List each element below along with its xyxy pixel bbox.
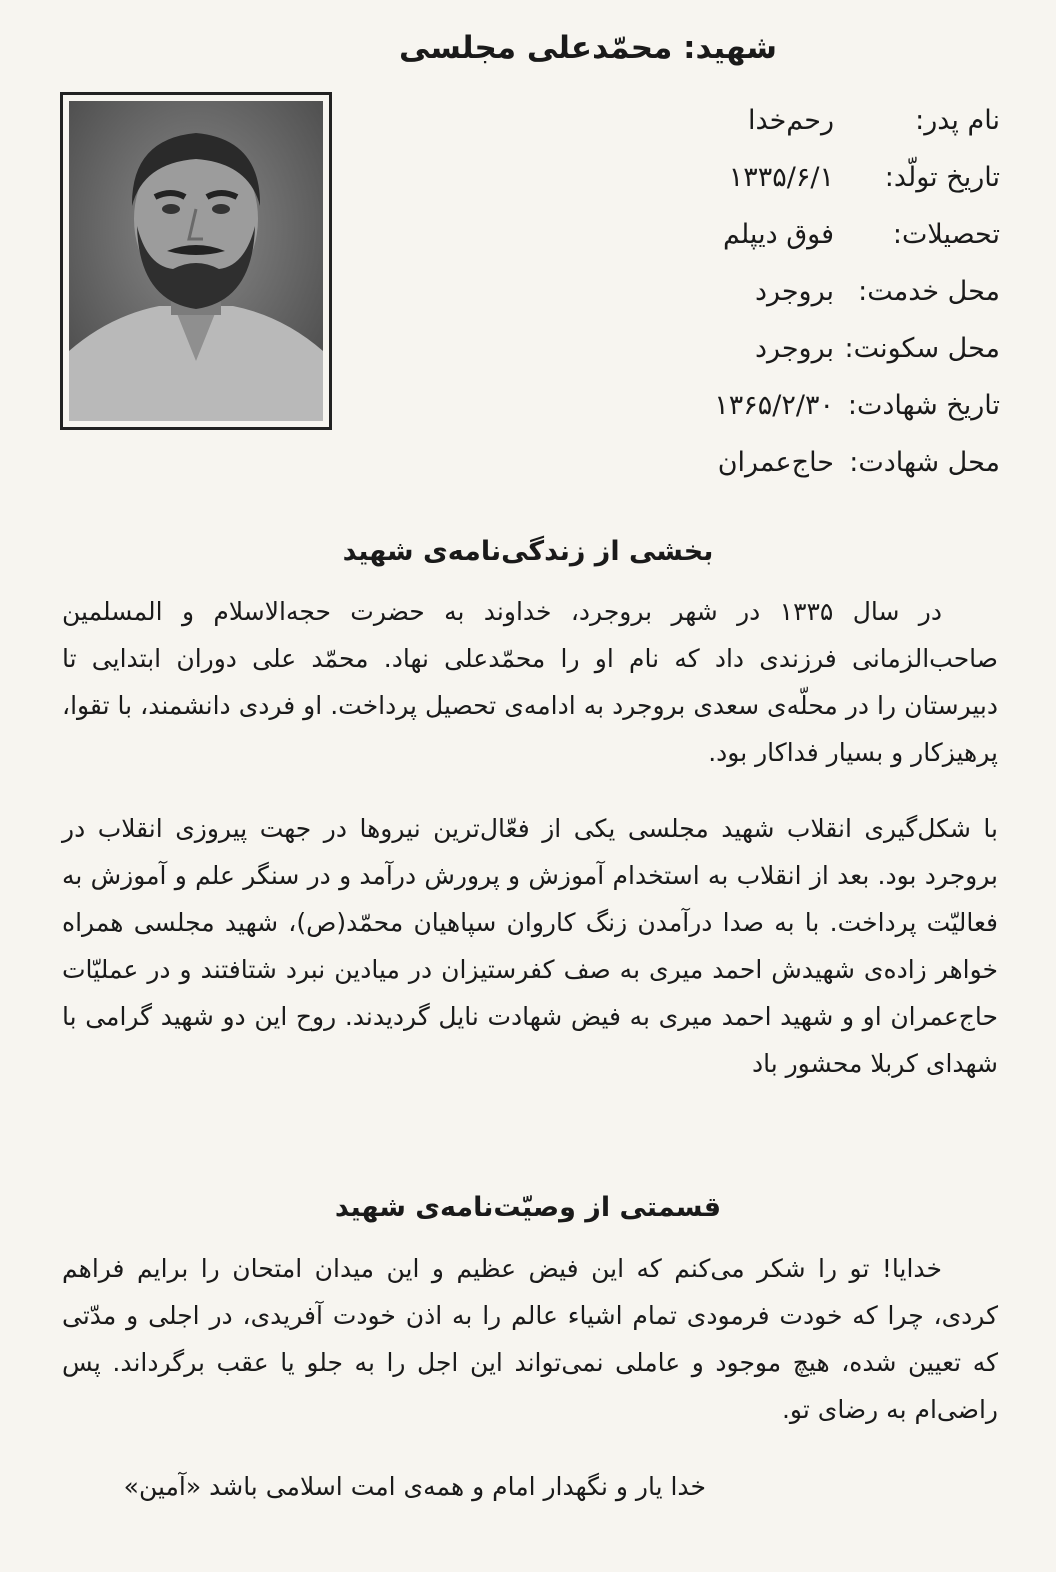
biography-paragraph-2: با شکل‌گیری انقلاب شهید مجلسی یکی از فعّال‌ترین نیروها در جهت پیروزی انقلاب در بروجرد بود. بعد از انقلاب به استخدام آموزش و پرورش درآمد و در سنگر علم و آموزش به فعالیّت پرداخت. با به صدا درآمدن زنگ کاروان سپاهیان محمّد(ص)، شهید مجلسی همراه خواهر زاده‌ی شهیدش احمد میری به صف کفرستیزان در میادین نبرد شتافتند و در عملیّات حاج‌عمران او و شهید احمد میری به فیض شهادت نایل گردیدند. روح این دو شهید گرامی با شهدای کربلا محشور باد [62,814,998,1078]
info-row-education [620,206,1000,263]
info-label: تاریخ تولّد: [884,162,1000,193]
info-value: رحم‌خدا [747,105,834,136]
will-heading [0,1192,1056,1223]
info-row-residence [620,320,1000,377]
info-row-martyrdom-place [620,434,1000,491]
info-row-service-place [620,263,1000,320]
info-value: ۱۳۶۵/۲/۳۰ [714,390,834,421]
info-value: فوق دیپلم [723,219,834,250]
info-row-father [620,92,1000,149]
info-label: محل خدمت: [858,276,1000,307]
will-heading-text: قسمتی از وصیّت‌نامه‌ی شهید [334,1192,722,1223]
info-label: محل شهادت: [849,447,1000,478]
biography-heading [0,536,1056,567]
info-value: بروجرد [754,333,834,364]
will-closing: خدا یار و نگهدار امام و همه‌ی امت اسلامی باشد «آمین» [123,1472,706,1501]
martyr-name-title: شهید: محمّدعلی مجلسی [398,30,777,66]
page-title [0,30,1056,66]
portrait-photo [69,101,323,421]
biography-heading-text: بخشی از زندگی‌نامه‌ی شهید [342,536,714,567]
info-label: تاریخ شهادت: [847,390,1000,421]
personal-info-list [620,92,1000,491]
info-value: بروجرد [754,276,834,307]
portrait-frame [60,92,332,430]
biography-paragraph-1: در سال ۱۳۳۵ در شهر بروجرد، خداوند به حضرت حجه‌الاسلام و المسلمین صاحب‌الزمانی فرزندی داد که نام او را محمّدعلی نهاد. محمّد علی دوران ابتدایی تا دبیرستان را در محلّه‌ی سعدی بروجرد به ادامه‌ی تحصیل پرداخت. او فردی دانشمند، با تقوا، پرهیزکار و بسیار فداکار بود. [62,597,998,767]
info-row-birth-date [620,149,1000,206]
info-value: حاج‌عمران [717,447,834,478]
info-label: تحصیلات: [892,219,1000,250]
info-label: نام پدر: [915,105,1000,136]
info-value: ۱۳۳۵/۶/۱ [728,162,834,193]
info-row-martyrdom-date [620,377,1000,434]
info-label: محل سکونت: [844,333,1000,364]
portrait-illustration [69,101,323,421]
will-paragraph-1: خدایا! تو را شکر می‌کنم که این فیض عظیم و این میدان امتحان را برایم فراهم کردی، چرا که خودت فرمودی تمام اشیاء عالم را به اذن خودت آفریدی، در اجلی و مدّتی که تعیین شده، هیچ موجود و عاملی نمی‌تواند این اجل را به جلو یا عقب برگرداند. پس راضی‌ام به رضای تو. [62,1254,998,1424]
